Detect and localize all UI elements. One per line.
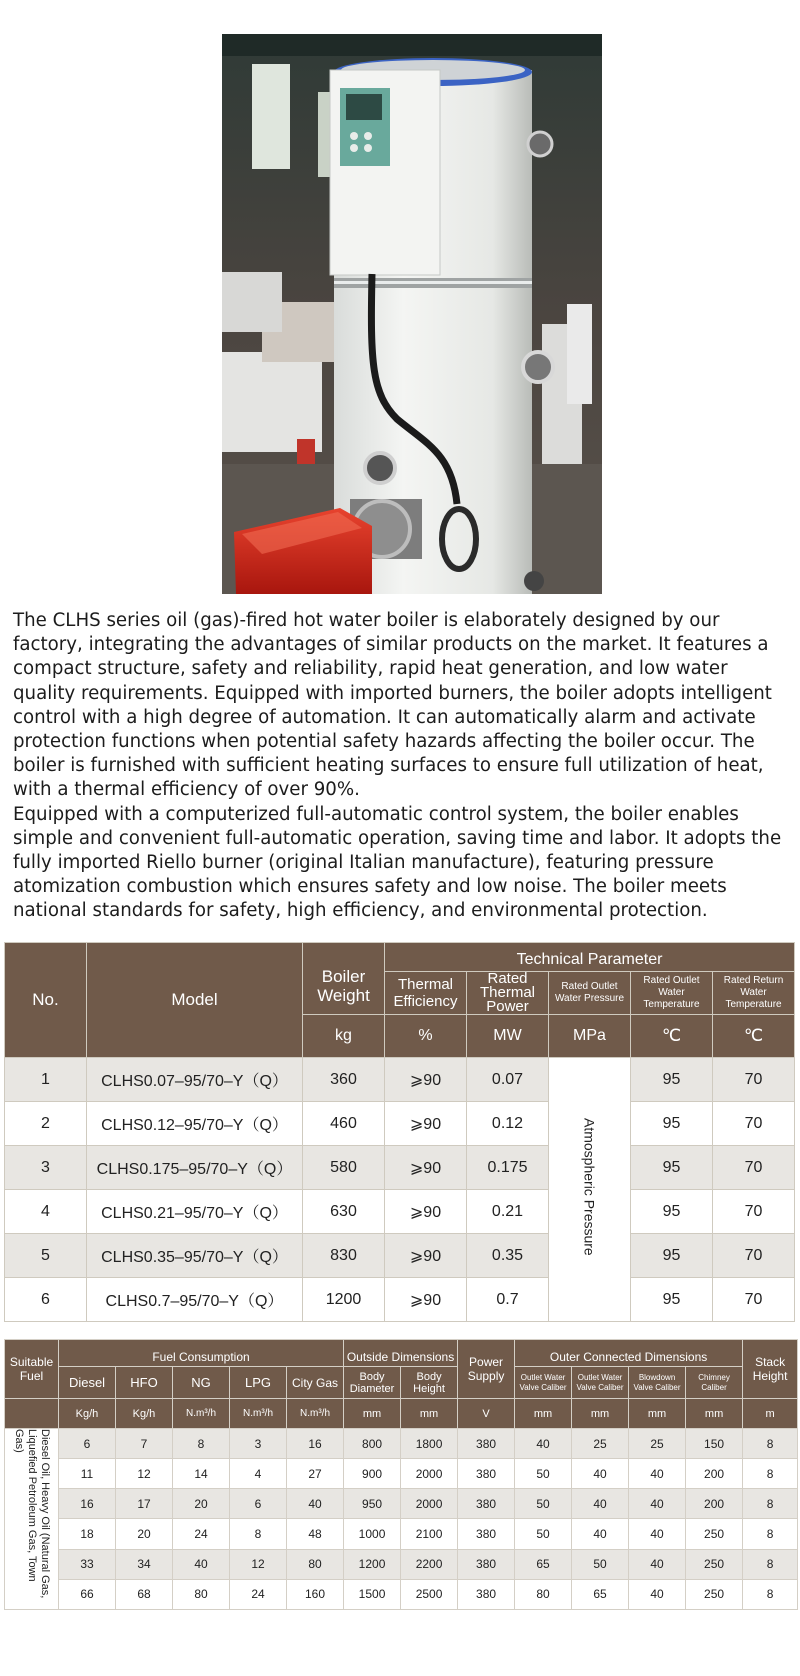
- header-power-supply: Power Supply: [458, 1340, 515, 1399]
- cell-blowdown: 40: [629, 1489, 686, 1519]
- header-rated-return-temperature: Rated Return Water Temperature: [713, 972, 795, 1015]
- table-row: [5, 1058, 795, 1102]
- cell-city-gas: 160: [287, 1579, 344, 1609]
- cell-outlet-temp: 95: [631, 1058, 713, 1102]
- cell-no: 6: [5, 1278, 87, 1322]
- cell-blowdown: 40: [629, 1549, 686, 1579]
- cell-power: 380: [458, 1549, 515, 1579]
- cell-ng: 20: [173, 1489, 230, 1519]
- cell-weight: 630: [303, 1190, 385, 1234]
- cell-ng: 8: [173, 1429, 230, 1459]
- cell-power: 0.07: [467, 1058, 549, 1102]
- cell-blowdown: 40: [629, 1579, 686, 1609]
- table-row: [5, 1429, 798, 1459]
- header-lpg: LPG: [230, 1367, 287, 1399]
- cell-diesel: 11: [59, 1459, 116, 1489]
- header-model: Model: [87, 943, 303, 1058]
- cell-height: 2000: [401, 1459, 458, 1489]
- cell-ng: 14: [173, 1459, 230, 1489]
- header-diesel: Diesel: [59, 1367, 116, 1399]
- table-row: [5, 1146, 795, 1190]
- table-row: [5, 1549, 798, 1579]
- table-row: [5, 1190, 795, 1234]
- cell-ng: 80: [173, 1579, 230, 1609]
- cell-height: 1800: [401, 1429, 458, 1459]
- table-row: [5, 1489, 798, 1519]
- cell-efficiency: ⩾90: [385, 1058, 467, 1102]
- cell-no: 1: [5, 1058, 87, 1102]
- cell-lpg: 24: [230, 1579, 287, 1609]
- cell-power: 380: [458, 1429, 515, 1459]
- header-chimney-caliber: Chimney Caliber: [686, 1367, 743, 1399]
- unit-lpg: N.m³/h: [230, 1399, 287, 1429]
- cell-city-gas: 80: [287, 1549, 344, 1579]
- cell-no: 3: [5, 1146, 87, 1190]
- cell-outlet: 50: [515, 1459, 572, 1489]
- cell-outlet-temp: 95: [631, 1146, 713, 1190]
- cell-model: CLHS0.7–95/70–Y（Q）: [87, 1278, 303, 1322]
- cell-lpg: 6: [230, 1489, 287, 1519]
- unit-outlet: mm: [515, 1399, 572, 1429]
- cell-outlet-2: 65: [572, 1579, 629, 1609]
- cell-diameter: 900: [344, 1459, 401, 1489]
- cell-ng: 24: [173, 1519, 230, 1549]
- cell-diameter: 1500: [344, 1579, 401, 1609]
- header-outside-dimensions: Outside Dimensions: [344, 1340, 458, 1367]
- cell-power: 380: [458, 1579, 515, 1609]
- cell-outlet-2: 25: [572, 1429, 629, 1459]
- unit-pressure: MPa: [549, 1015, 631, 1058]
- cell-diesel: 16: [59, 1489, 116, 1519]
- cell-efficiency: ⩾90: [385, 1146, 467, 1190]
- cell-stack: 8: [743, 1429, 798, 1459]
- header-stack-height: Stack Height: [743, 1340, 798, 1399]
- unit-height: mm: [401, 1399, 458, 1429]
- cell-city-gas: 48: [287, 1519, 344, 1549]
- unit-return-temp: ℃: [713, 1015, 795, 1058]
- unit-outlet-temp: ℃: [631, 1015, 713, 1058]
- cell-blowdown: 25: [629, 1429, 686, 1459]
- unit-hfo: Kg/h: [116, 1399, 173, 1429]
- cell-outlet: 80: [515, 1579, 572, 1609]
- cell-outlet: 50: [515, 1489, 572, 1519]
- cell-lpg: 12: [230, 1549, 287, 1579]
- cell-diesel: 6: [59, 1429, 116, 1459]
- cell-stack: 8: [743, 1519, 798, 1549]
- cell-chimney: 200: [686, 1459, 743, 1489]
- cell-power: 0.21: [467, 1190, 549, 1234]
- unit-diameter: mm: [344, 1399, 401, 1429]
- cell-outlet-temp: 95: [631, 1278, 713, 1322]
- cell-height: 2500: [401, 1579, 458, 1609]
- header-technical-parameter: Technical Parameter: [385, 943, 795, 972]
- header-body-diameter: Body Diameter: [344, 1367, 401, 1399]
- header-hfo: HFO: [116, 1367, 173, 1399]
- fuel-dimensions-table: [4, 1339, 798, 1610]
- header-rated-thermal-power: Rated Thermal Power: [467, 972, 549, 1015]
- cell-chimney: 200: [686, 1489, 743, 1519]
- cell-power: 0.175: [467, 1146, 549, 1190]
- header-thermal-efficiency: Thermal Efficiency: [385, 972, 467, 1015]
- boiler-illustration: [222, 34, 602, 594]
- cell-chimney: 150: [686, 1429, 743, 1459]
- cell-hfo: 17: [116, 1489, 173, 1519]
- unit-outlet-2: mm: [572, 1399, 629, 1429]
- header-blowdown-valve: Blowdown Valve Caliber: [629, 1367, 686, 1399]
- fuel-table-body: [5, 1429, 798, 1610]
- cell-model: CLHS0.21–95/70–Y（Q）: [87, 1190, 303, 1234]
- header-rated-outlet-pressure: Rated Outlet Water Pressure: [549, 972, 631, 1015]
- cell-diesel: 66: [59, 1579, 116, 1609]
- header-suitable-fuel: Suitable Fuel: [5, 1340, 59, 1399]
- cell-no: 4: [5, 1190, 87, 1234]
- cell-chimney: 250: [686, 1549, 743, 1579]
- atmospheric-pressure-cell: [549, 1058, 631, 1322]
- unit-stack: m: [743, 1399, 798, 1429]
- cell-weight: 580: [303, 1146, 385, 1190]
- cell-hfo: 12: [116, 1459, 173, 1489]
- header-outlet-valve: Outlet Water Valve Caliber: [515, 1367, 572, 1399]
- description-paragraph-1: The CLHS series oil (gas)-fired hot water boiler is elaborately designed by our factory, integrating the advantages of similar products on the market. It features a compact structure, safety and reliability, rapid heat generation, and low water quality requirements. Equipped with imported burners, the boiler adopts intelligent control with a high degree of automation. It can automatically alarm and activate protection functions when potential safety hazards affecting the boiler occur. The boiler is furnished with sufficient heating surfaces to ensure full utilization of heat, with a thermal efficiency of over 90%.: [13, 610, 772, 801]
- cell-model: CLHS0.07–95/70–Y（Q）: [87, 1058, 303, 1102]
- header-boiler-weight: Boiler Weight: [303, 943, 385, 1015]
- cell-return-temp: 70: [713, 1146, 795, 1190]
- cell-return-temp: 70: [713, 1102, 795, 1146]
- units-blank: [5, 1399, 59, 1429]
- cell-weight: 1200: [303, 1278, 385, 1322]
- cell-height: 2200: [401, 1549, 458, 1579]
- cell-outlet-temp: 95: [631, 1102, 713, 1146]
- cell-stack: 8: [743, 1579, 798, 1609]
- cell-diesel: 33: [59, 1549, 116, 1579]
- cell-outlet-temp: 95: [631, 1190, 713, 1234]
- cell-city-gas: 40: [287, 1489, 344, 1519]
- cell-ng: 40: [173, 1549, 230, 1579]
- atmospheric-pressure-label: Atmospheric Pressure: [581, 1118, 598, 1256]
- cell-blowdown: 40: [629, 1459, 686, 1489]
- cell-hfo: 20: [116, 1519, 173, 1549]
- cell-outlet-2: 40: [572, 1519, 629, 1549]
- table-row: [5, 1519, 798, 1549]
- header-city-gas: City Gas: [287, 1367, 344, 1399]
- description: [13, 609, 793, 924]
- cell-outlet-2: 40: [572, 1489, 629, 1519]
- cell-lpg: 8: [230, 1519, 287, 1549]
- cell-outlet: 65: [515, 1549, 572, 1579]
- unit-power: MW: [467, 1015, 549, 1058]
- header-outer-connected: Outer Connected Dimensions: [515, 1340, 743, 1367]
- cell-no: 5: [5, 1234, 87, 1278]
- cell-lpg: 4: [230, 1459, 287, 1489]
- cell-height: 2000: [401, 1489, 458, 1519]
- unit-weight: kg: [303, 1015, 385, 1058]
- cell-weight: 360: [303, 1058, 385, 1102]
- cell-city-gas: 16: [287, 1429, 344, 1459]
- cell-city-gas: 27: [287, 1459, 344, 1489]
- header-fuel-consumption: Fuel Consumption: [59, 1340, 344, 1367]
- cell-weight: 460: [303, 1102, 385, 1146]
- cell-weight: 830: [303, 1234, 385, 1278]
- cell-stack: 8: [743, 1549, 798, 1579]
- unit-blowdown: mm: [629, 1399, 686, 1429]
- table-row: [5, 1102, 795, 1146]
- cell-efficiency: ⩾90: [385, 1190, 467, 1234]
- cell-blowdown: 40: [629, 1519, 686, 1549]
- unit-power: V: [458, 1399, 515, 1429]
- header-outlet-valve-2: Outlet Water Valve Caliber: [572, 1367, 629, 1399]
- header-rated-outlet-temperature: Rated Outlet Water Temperature: [631, 972, 713, 1015]
- header-no: No.: [5, 943, 87, 1058]
- cell-outlet-2: 50: [572, 1549, 629, 1579]
- cell-efficiency: ⩾90: [385, 1278, 467, 1322]
- cell-hfo: 68: [116, 1579, 173, 1609]
- cell-power: 380: [458, 1519, 515, 1549]
- unit-city-gas: N.m³/h: [287, 1399, 344, 1429]
- table-row: [5, 1234, 795, 1278]
- unit-diesel: Kg/h: [59, 1399, 116, 1429]
- table-row: [5, 1459, 798, 1489]
- boiler-photo: [222, 34, 602, 594]
- technical-parameter-table: [4, 942, 795, 1322]
- cell-outlet-2: 40: [572, 1459, 629, 1489]
- header-ng: NG: [173, 1367, 230, 1399]
- cell-stack: 8: [743, 1489, 798, 1519]
- cell-diameter: 800: [344, 1429, 401, 1459]
- cell-return-temp: 70: [713, 1190, 795, 1234]
- cell-efficiency: ⩾90: [385, 1102, 467, 1146]
- cell-diameter: 950: [344, 1489, 401, 1519]
- cell-power: 0.7: [467, 1278, 549, 1322]
- cell-power: 380: [458, 1459, 515, 1489]
- cell-stack: 8: [743, 1459, 798, 1489]
- suitable-fuel-label: Diesel Oil, Heavy Oil (Natural Gas, Liquefied Petroleum Gas, Town Gas): [13, 1429, 51, 1599]
- cell-efficiency: ⩾90: [385, 1234, 467, 1278]
- cell-lpg: 3: [230, 1429, 287, 1459]
- cell-diesel: 18: [59, 1519, 116, 1549]
- unit-chimney: mm: [686, 1399, 743, 1429]
- cell-return-temp: 70: [713, 1234, 795, 1278]
- cell-return-temp: 70: [713, 1058, 795, 1102]
- cell-power: 0.35: [467, 1234, 549, 1278]
- cell-height: 2100: [401, 1519, 458, 1549]
- cell-hfo: 34: [116, 1549, 173, 1579]
- cell-outlet-temp: 95: [631, 1234, 713, 1278]
- cell-chimney: 250: [686, 1519, 743, 1549]
- cell-diameter: 1200: [344, 1549, 401, 1579]
- description-paragraph-2: Equipped with a computerized full-automatic control system, the boiler enables simple and convenient full-automatic operation, saving time and labor. It adopts the fully imported Riello burner (original Italian manufacture), featuring pressure atomization combustion which ensures safety and low noise. The boiler meets national standards for safety, high efficiency, and environmental protection.: [13, 803, 782, 922]
- cell-model: CLHS0.35–95/70–Y（Q）: [87, 1234, 303, 1278]
- unit-efficiency: %: [385, 1015, 467, 1058]
- table-row: [5, 1278, 795, 1322]
- cell-no: 2: [5, 1102, 87, 1146]
- cell-model: CLHS0.175–95/70–Y（Q）: [87, 1146, 303, 1190]
- cell-hfo: 7: [116, 1429, 173, 1459]
- cell-outlet: 50: [515, 1519, 572, 1549]
- table-row: [5, 1579, 798, 1609]
- cell-chimney: 250: [686, 1579, 743, 1609]
- cell-power: 380: [458, 1489, 515, 1519]
- suitable-fuel-cell: [5, 1429, 59, 1610]
- unit-ng: N.m³/h: [173, 1399, 230, 1429]
- cell-diameter: 1000: [344, 1519, 401, 1549]
- cell-model: CLHS0.12–95/70–Y（Q）: [87, 1102, 303, 1146]
- cell-power: 0.12: [467, 1102, 549, 1146]
- header-body-height: Body Height: [401, 1367, 458, 1399]
- cell-outlet: 40: [515, 1429, 572, 1459]
- cell-return-temp: 70: [713, 1278, 795, 1322]
